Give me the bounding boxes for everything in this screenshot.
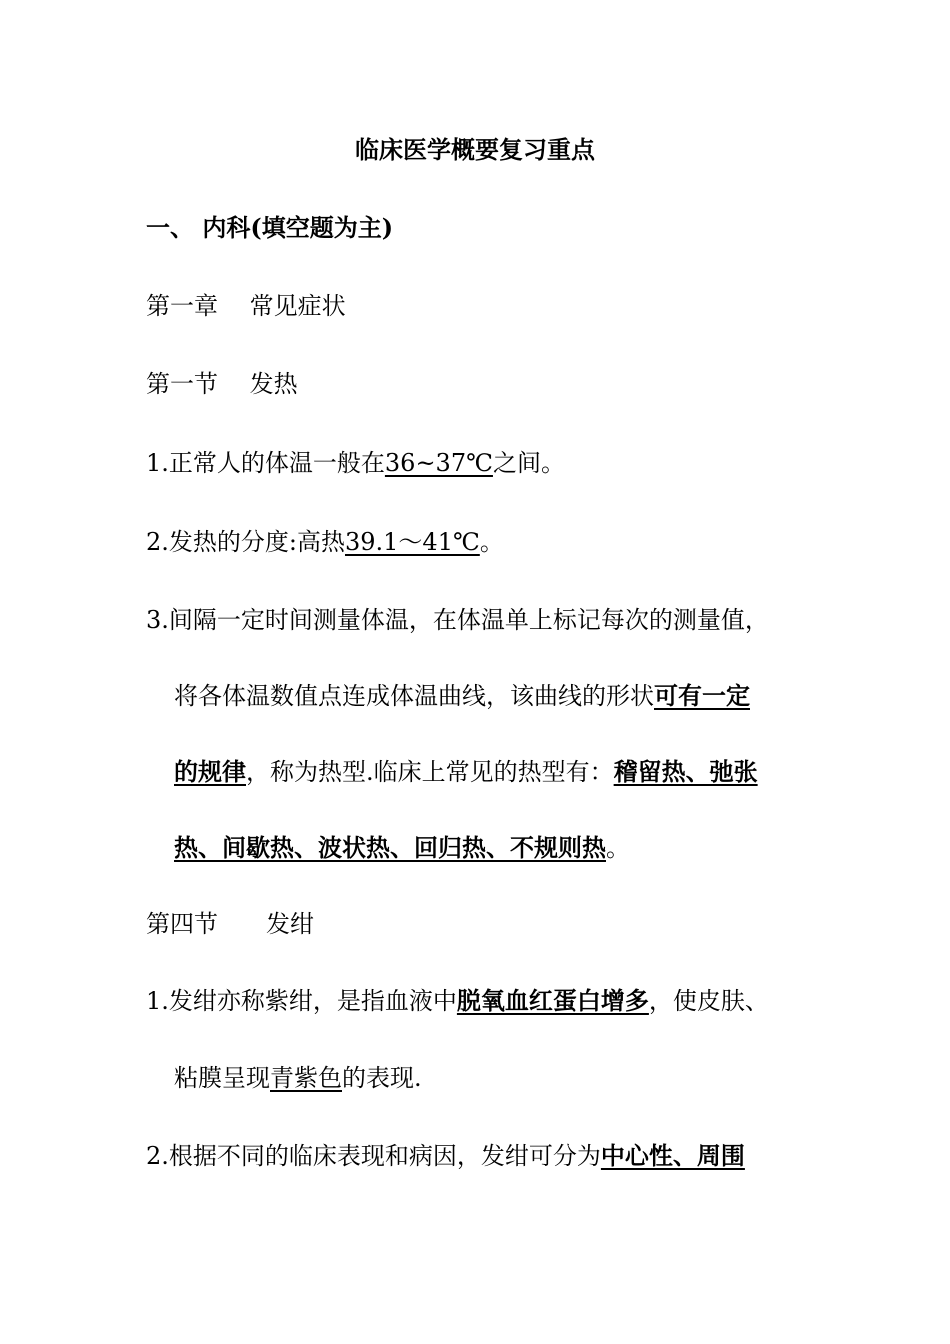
fever-item-3-line-2 — [174, 680, 750, 712]
fever-item-2 — [146, 526, 504, 558]
cyanosis-item-1-line-2 — [174, 1062, 422, 1094]
cyanosis-item-1-line-1 — [146, 985, 769, 1017]
text: 1.发绀亦称紫绀，是指血液中 — [146, 987, 457, 1015]
answer-key: 36~37℃ — [384, 449, 493, 477]
fever-item-3-line-3 — [174, 756, 758, 788]
text: 2.根据不同的临床表现和病因，发绀可分为 — [146, 1142, 601, 1170]
answer-key: 的规律 — [174, 757, 246, 786]
chapter-heading: 第一章 常见症状 — [146, 292, 346, 320]
text: ，称为热型.临床上常见的热型有： — [246, 758, 614, 786]
answer-key: 中心性、周围 — [600, 1141, 745, 1170]
text: 2.发热的分度:高热 — [146, 528, 345, 556]
text: 。 — [479, 528, 504, 556]
answer-key: 稽留热、弛张 — [613, 757, 758, 786]
section-heading-cyanosis: 第四节 发绀 — [146, 910, 314, 938]
fever-item-3-line-1: 3.间隔一定时间测量体温，在体温单上标记每次的测量值， — [146, 606, 769, 634]
text: 。 — [606, 834, 630, 862]
text: ，使皮肤、 — [648, 987, 769, 1015]
answer-key: 热、间歇热、波状热、回归热、不规则热 — [174, 833, 606, 862]
text: 1.正常人的体温一般在 — [146, 449, 385, 477]
answer-key: 可有一定 — [654, 681, 750, 710]
page-title: 临床医学概要复习重点 — [355, 135, 595, 164]
text: 的表现. — [342, 1064, 422, 1092]
section-heading-internal-medicine: 一、 内科(填空题为主) — [146, 213, 394, 242]
fever-item-3-line-4 — [174, 832, 630, 864]
text: 粘膜呈现 — [174, 1064, 270, 1092]
text: 之间。 — [492, 449, 565, 477]
text: 将各体温数值点连成体温曲线，该曲线的形状 — [174, 682, 654, 710]
answer-key: 青紫色 — [270, 1064, 342, 1092]
section-heading-fever: 第一节 发热 — [146, 370, 298, 398]
answer-key: 39.1～41℃ — [344, 528, 480, 556]
fever-item-1 — [146, 447, 565, 479]
cyanosis-item-2 — [146, 1140, 745, 1172]
answer-key: 脱氧血红蛋白增多 — [456, 986, 649, 1015]
